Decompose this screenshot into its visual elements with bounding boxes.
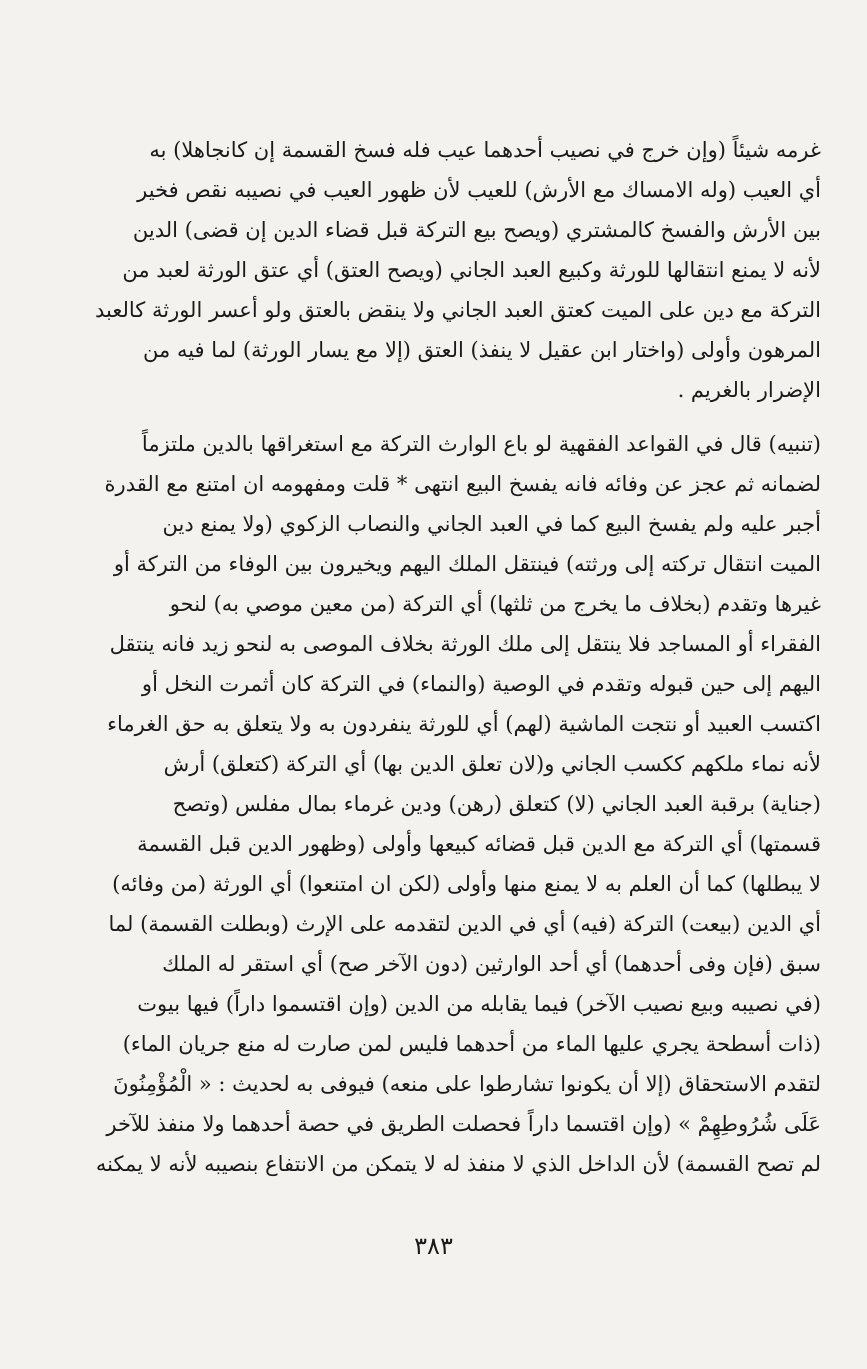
text-line: غيرها وتقدم (بخلاف ما يخرج من ثلثها) أي التركة (من معين موصي به) لنحو: [169, 592, 821, 616]
text-line: سبق (فإن وفى أحدهما) أي أحد الوارثين (دون الآخر صح) أي استقر له الملك: [162, 952, 821, 976]
text-line: لأنه نماء ملكهم ككسب الجاني و(لان تعلق الدين بها) أي التركة (كتعلق) أرش: [163, 752, 821, 776]
text-line: الإضرار بالغريم .: [677, 378, 821, 402]
text-line: لتقدم الاستحقاق (إلا أن يكونوا تشارطوا على منعه) فيوفى به لحديث : « الْمُؤْمِنُونَ: [113, 1072, 821, 1096]
text-line: (جناية) برقبة العبد الجاني (لا) كتعلق (رهن) ودين غرماء بمال مفلس (وتصح: [172, 792, 821, 816]
text-line: لا يبطلها) كما أن العلم به لا يمنع منها وأولى (لكن ان امتنعوا) أي الورثة (من وفائه): [112, 872, 821, 896]
text-line: المرهون وأولى (واختار ابن عقيل لا ينفذ) العتق (إلا مع يسار الورثة) لما فيه من: [143, 338, 821, 362]
paragraph-1: [45, 130, 821, 410]
text-line: أي الدين (بيعت) التركة (فيه) أي في الدين لتقدمه على الإرث (وبطلت القسمة) لما: [108, 912, 821, 936]
text-line: اكتسب العبيد أو نتجت الماشية (لهم) أي للورثة ينفردون به ولا يتعلق به حق الغرماء: [107, 712, 821, 736]
text-line: لم تصح القسمة) لأن الداخل الذي لا منفذ له لا يتمكن من الانتفاع بنصيبه لأنه لا يمكنه: [95, 1152, 821, 1176]
text-line: (في نصيبه وبيع نصيب الآخر) فيما يقابله من الدين (وإن اقتسموا داراً) فيها بيوت: [137, 992, 821, 1016]
text-line: بين الأرش والفسخ كالمشتري (ويصح بيع التركة قبل قضاء الدين إن قضى) الدين: [132, 218, 821, 242]
text-line: لضمانه ثم عجز عن وفائه فانه يفسخ البيع انتهى * قلت ومفهومه ان امتنع مع القدرة: [104, 472, 821, 496]
text-line: لأنه لا يمنع انتقالها للورثة وكبيع العبد الجاني (ويصح العتق) أي عتق الورثة لعبد من: [122, 258, 821, 282]
text-line: التركة مع دين على الميت كعتق العبد الجاني ولا ينقض بالعتق ولو أعسر الورثة كالعبد: [95, 298, 821, 322]
text-line: أي العيب (وله الامساك مع الأرش) للعيب لأن ظهور العيب في نصيبه نقص فخير: [137, 178, 821, 202]
text-line: قسمتها) أي التركة مع الدين قبل قضائه كبيعها وأولى (وظهور الدين قبل القسمة: [137, 832, 821, 856]
text-line: (ذات أسطحة يجري عليها الماء من أحدهما فليس لمن صارت له منع جريان الماء): [122, 1032, 821, 1056]
text-line: عَلَى شُرُوطِهِمْ » (وإن اقتسما داراً فحصلت الطريق في حصة أحدهما ولا منفذ للآخر: [106, 1112, 821, 1136]
text-line: غرمه شيئاً (وإن خرج في نصيب أحدهما عيب فله فسخ القسمة إن كانجاهلا) به: [149, 138, 821, 162]
text-line: اليهم إلى حين قبوله وتقدم في الوصية (والنماء) في التركة كان أثمرت النخل أو: [141, 672, 821, 696]
text-line: الميت انتقال تركته إلى ورثته) فينتقل الملك اليهم ويخيرون بين الوفاء من التركة أو: [113, 552, 821, 576]
text-line: أجبر عليه ولم يفسخ البيع كما في العبد الجاني والنصاب الزكوي (ولا يمنع دين: [162, 512, 821, 536]
text-line: الفقراء أو المساجد فلا ينتقل إلى ملك الورثة بخلاف الموصى به لنحو زيد فانه ينتقل: [109, 632, 821, 656]
paragraph-2: [45, 424, 821, 1184]
page-number: ٣٨٣: [414, 1232, 453, 1260]
text-line: (تنبيه) قال في القواعد الفقهية لو باع الوارث التركة مع استغراقها بالدين ملتزماً: [141, 432, 821, 456]
